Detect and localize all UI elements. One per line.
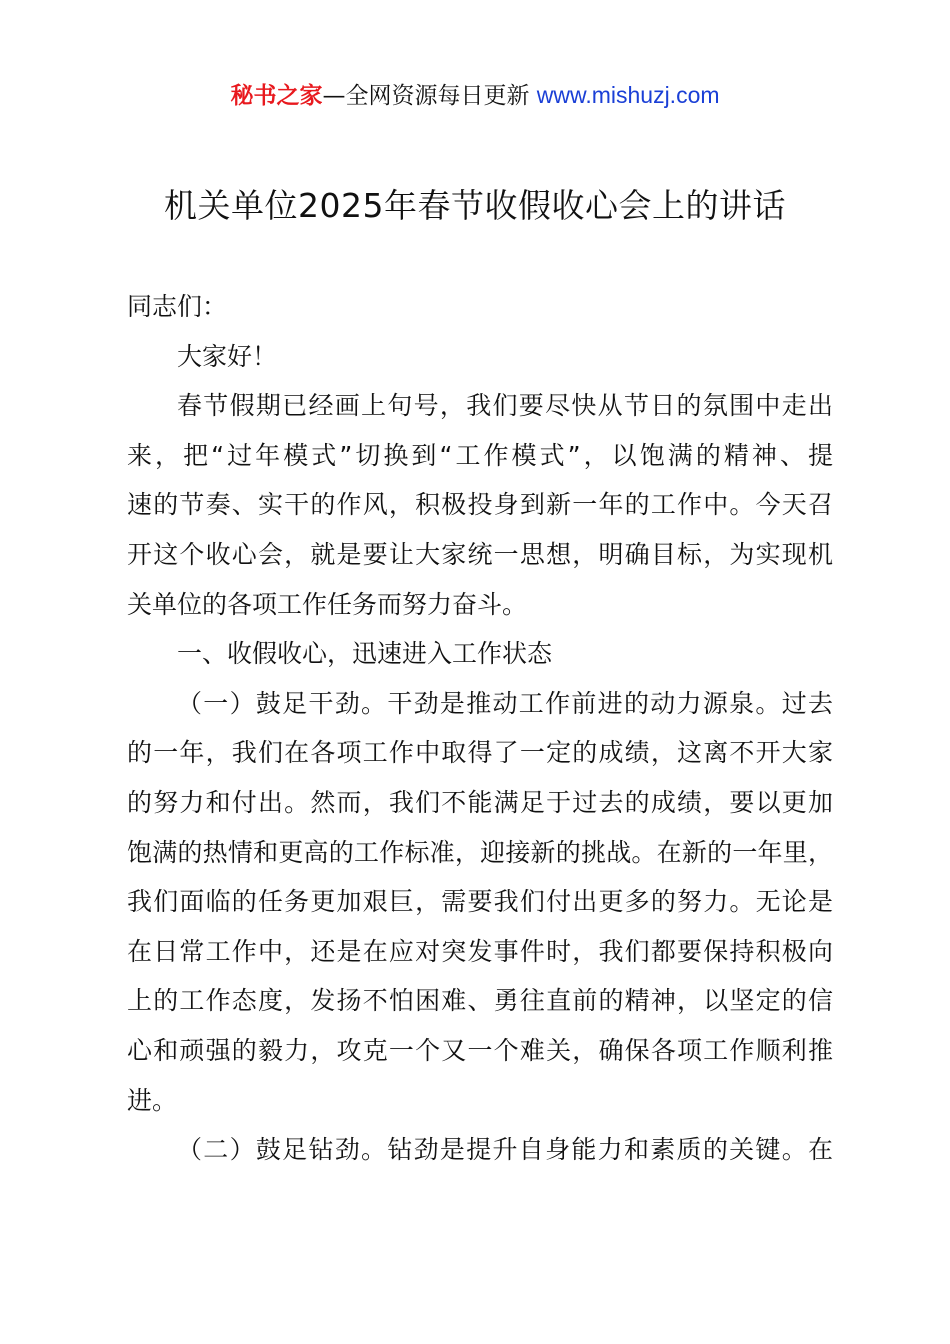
site-url[interactable]: www.mishuzj.com	[536, 82, 720, 108]
section-heading: 一、收假收心，迅速进入工作状态	[177, 639, 553, 669]
paragraph-line: 关单位的各项工作任务而努力奋斗。	[127, 589, 528, 619]
paragraph-line: 速的节奏、实干的作风，积极投身到新一年的工作中。今天召	[127, 490, 833, 520]
salutation: 同志们：	[127, 292, 228, 321]
paragraph-line: 开这个收心会，就是要让大家统一思想，明确目标，为实现机	[127, 539, 833, 569]
paragraph-line: 心和顽强的毅力，攻克一个又一个难关，确保各项工作顺利推	[127, 1035, 833, 1065]
paragraph-line: （二）鼓足钻劲。钻劲是提升自身能力和素质的关键。在	[177, 1135, 833, 1165]
paragraph-line: 来，把“过年模式”切换到“工作模式”，以饱满的精神、提	[127, 440, 833, 470]
document-body	[127, 282, 833, 1175]
paragraph-line: 在日常工作中，还是在应对突发事件时，我们都要保持积极向	[127, 936, 833, 966]
paragraph-line: 我们面临的任务更加艰巨，需要我们付出更多的努力。无论是	[127, 887, 833, 917]
document-title: 机关单位2025年春节收假收心会上的讲话	[164, 186, 786, 225]
paragraph-line: 春节假期已经画上句号，我们要尽快从节日的氛围中走出	[177, 391, 833, 421]
greeting: 大家好！	[177, 341, 278, 371]
site-brand: 秘书之家	[230, 83, 323, 109]
paragraph-line: （一）鼓足干劲。干劲是推动工作前进的动力源泉。过去	[177, 688, 833, 718]
site-tagline: —全网资源每日更新	[322, 83, 537, 109]
paragraph-line: 的努力和付出。然而，我们不能满足于过去的成绩，要以更加	[127, 787, 833, 817]
paragraph-line: 进。	[127, 1085, 178, 1115]
paragraph-line: 的一年，我们在各项工作中取得了一定的成绩，这离不开大家	[127, 738, 833, 768]
paragraph-line: 上的工作态度，发扬不怕困难、勇往直前的精神，以坚定的信	[127, 986, 833, 1016]
site-header	[0, 78, 950, 113]
paragraph-line: 饱满的热情和更高的工作标准，迎接新的挑战。在新的一年里，	[127, 837, 833, 867]
